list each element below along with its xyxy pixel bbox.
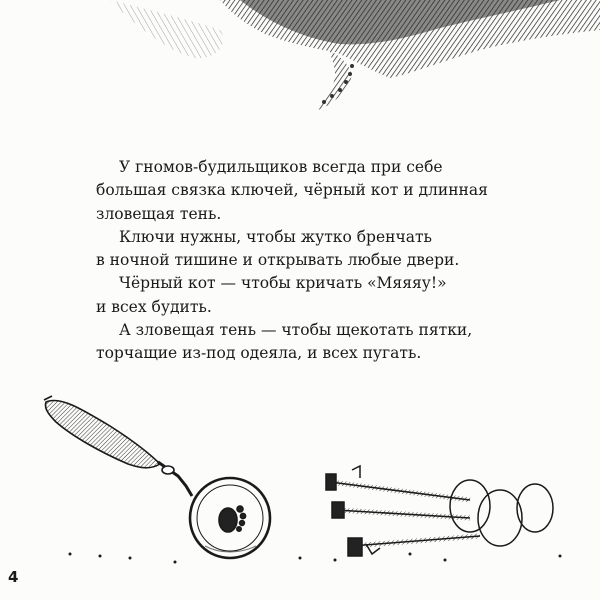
text-line: и всех будить.	[96, 297, 212, 316]
paragraph-1	[96, 156, 536, 226]
text-line: У гномов-будильщиков всегда при себе	[119, 158, 443, 176]
paragraph-4	[96, 319, 536, 366]
text-line: А зловещая тень — чтобы щекотать пятки,	[119, 321, 473, 340]
text-line: большая связка ключей, чёрный кот и длинная	[96, 181, 488, 200]
text-line: зловещая тень.	[96, 204, 222, 223]
text-line: торчащие из-под одеяла, и всех пугать.	[96, 344, 422, 363]
page-number: 4	[8, 568, 19, 586]
ground-dots	[69, 553, 562, 564]
text-line: Ключи нужны, чтобы жутко бренчать	[119, 227, 432, 246]
key-bunch-illustration	[326, 466, 553, 556]
paragraph-3	[96, 272, 536, 319]
story-text	[96, 156, 536, 366]
text-line: в ночной тишине и открывать любые двери.	[96, 251, 460, 270]
shadow-tail-illustration	[0, 0, 600, 120]
magnifying-glass-illustration	[44, 396, 270, 558]
bottom-illustrations	[0, 378, 600, 578]
text-line: Чёрный кот — чтобы кричать «Мяяяу!»	[119, 274, 447, 293]
paragraph-2	[96, 226, 536, 273]
